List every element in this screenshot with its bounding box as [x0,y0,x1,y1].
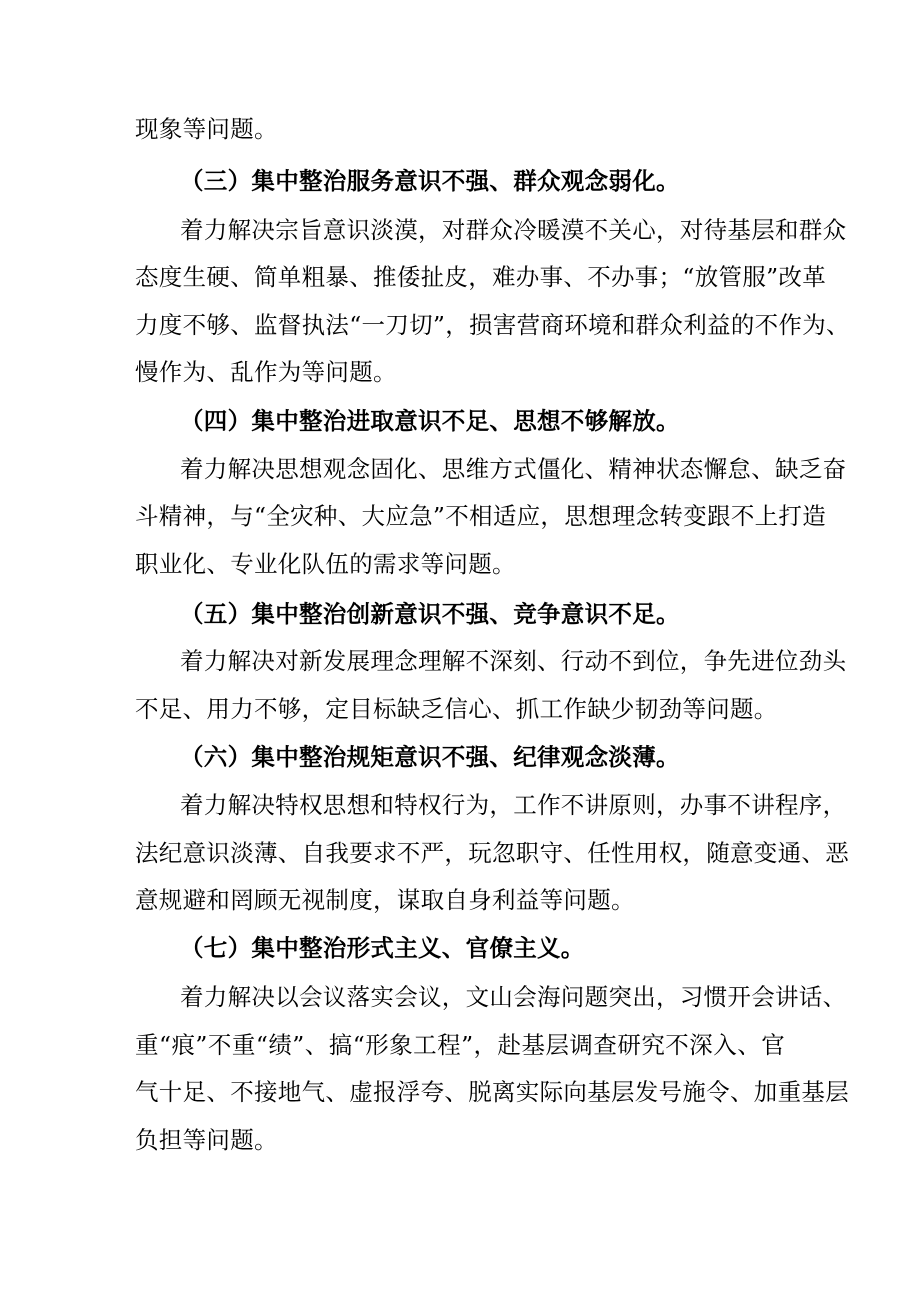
paragraph-line-text: 着力解决对新发展理念理解不深刻、行动不到位，争先进位劲头 [180,647,847,675]
paragraph-line-text: 力度不够、监督执法“一刀切”，损害营商环境和群众利益的不作为、 [135,311,850,339]
section-heading-4: （四）集中整治进取意识不足、思想不够解放。 [180,407,680,435]
section-heading-7: （七）集中整治形式主义、官僚主义。 [180,934,585,962]
paragraph-line-text: 气十足、不接地气、虚报浮夸、脱离实际向基层发号施令、加重基层 [135,1078,849,1106]
paragraph-line-text: 着力解决思想观念固化、思维方式僵化、精神状态懈怠、缺乏奋 [180,455,847,483]
section-heading-5: （五）集中整治创新意识不强、竞争意识不足。 [180,600,680,628]
section-heading-3: （三）集中整治服务意识不强、群众观念弱化。 [180,167,680,195]
paragraph-line-text: 着力解决以会议落实会议，文山会海问题突出，习惯开会讲话、 [180,983,847,1011]
paragraph-line: 职业化、专业化队伍的需求等问题。 [135,550,516,578]
paragraph-line-text: 着力解决宗旨意识淡漠，对群众冷暖漠不关心，对待基层和群众 [180,216,847,244]
paragraph-line [135,838,849,868]
paragraph-line-text: 重“痕”不重“绩”、搞“形象工程”，赴基层调查研究不深入、官 [135,1031,785,1059]
paragraph-line: 慢作为、乱作为等问题。 [135,358,397,386]
paragraph-line [135,1077,849,1107]
paragraph-line-text: 法纪意识淡薄、自我要求不严，玩忽职守、任性用权，随意变通、恶 [135,839,849,867]
paragraph-line [135,262,827,292]
paragraph-line-text: 态度生硬、简单粗暴、推倭扯皮，难办事、不办事；“放管服”改革 [135,263,827,291]
paragraph-line: 负担等问题。 [135,1126,278,1154]
paragraph-line [135,1030,785,1060]
paragraph-line: 不足、用力不够，定目标缺乏信心、抓工作缺少韧劲等问题。 [135,695,778,723]
paragraph-line [180,982,847,1012]
paragraph-line-text: 斗精神，与“全灾种、大应急”不相适应，思想理念转变跟不上打造 [135,502,827,530]
paragraph-line-text: 着力解决特权思想和特权行为，工作不讲原则，办事不讲程序， [180,791,847,819]
paragraph-line [180,215,847,245]
section-heading-6: （六）集中整治规矩意识不强、纪律观念淡薄。 [180,743,680,771]
paragraph-line [135,501,827,531]
paragraph-line [180,790,847,820]
paragraph-line: 意规避和罔顾无视制度，谋取自身利益等问题。 [135,886,635,914]
paragraph-line [180,646,847,676]
paragraph-line [135,310,850,340]
paragraph-line: 现象等问题。 [135,115,278,143]
paragraph-line [180,454,847,484]
